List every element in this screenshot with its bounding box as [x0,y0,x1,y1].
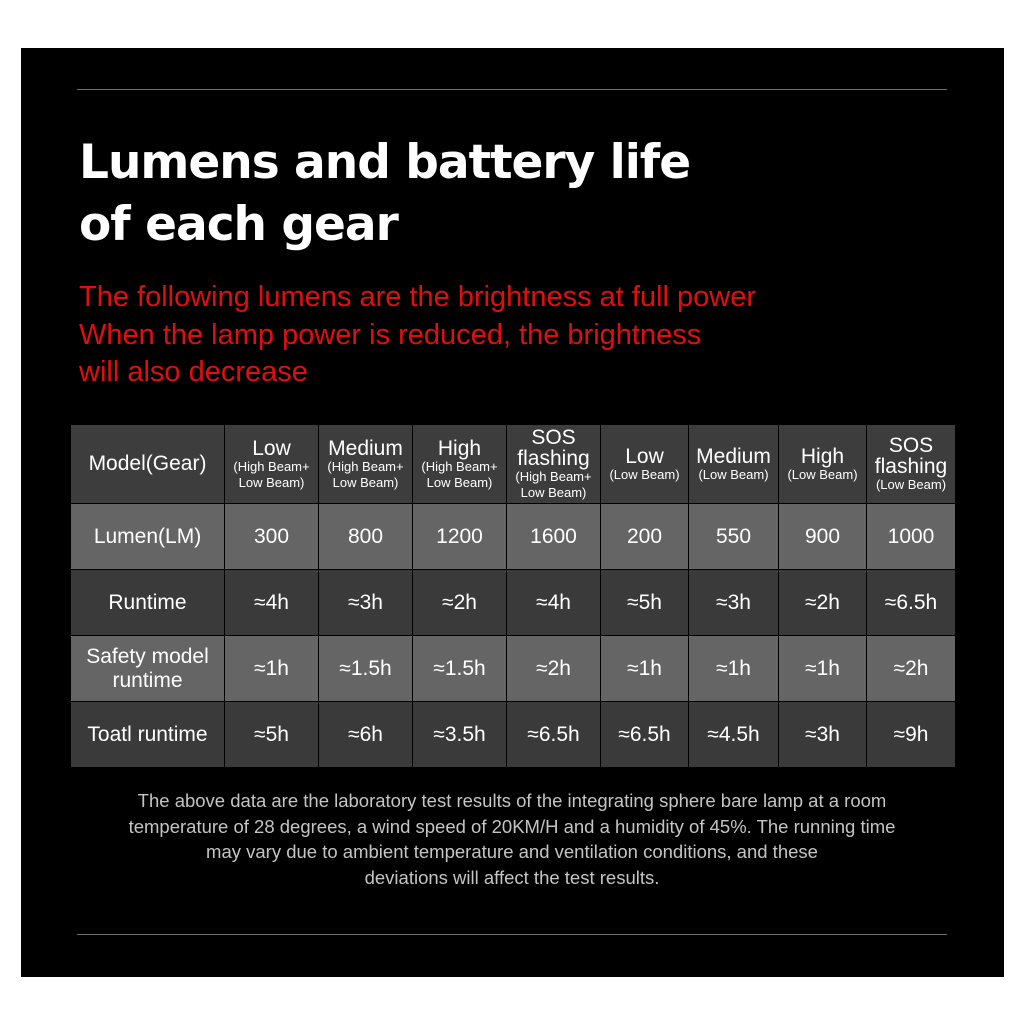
header-gear-3 [413,425,507,504]
table-cell: ≈1.5h [413,636,507,702]
note-line-3: may vary due to ambient temperature and ventilation conditions, and these [206,841,818,862]
gear-name: SOS flashing [517,426,590,470]
table-row-lumen [71,504,956,570]
row-label: Lumen(LM) [71,504,225,570]
gear-name: Low [625,444,664,468]
gear-beam: (Low Beam) [609,466,680,482]
gear-name: SOS flashing [874,434,948,478]
header-model-gear: Model(Gear) [71,425,225,504]
table-cell: 900 [779,504,867,570]
gear-beam: (Low Beam) [698,466,769,482]
table-cell: 550 [689,504,779,570]
table-cell: ≈3h [319,570,413,636]
note-line-2: temperature of 28 degrees, a wind speed of 20KM/H and a humidity of 45%. The running time [128,815,896,837]
table-cell: ≈9h [867,702,956,768]
header-gear-2 [319,425,413,504]
table-row-safety-runtime [71,636,956,702]
table-row-runtime [71,570,956,636]
note-line-1: The above data are the laboratory test results of the integrating sphere bare lamp at a room [137,790,887,811]
table-cell: ≈2h [413,570,507,636]
table-cell: 800 [319,504,413,570]
table-header-row [71,425,956,504]
row-label: Toatl runtime [71,702,225,768]
table-cell: 1600 [507,504,601,570]
gear-name: High [437,436,482,460]
bottom-divider [77,934,947,935]
gear-beam: (High Beam+ Low Beam) [233,458,310,490]
table-cell: ≈4.5h [689,702,779,768]
table-cell: ≈3h [779,702,867,768]
table-cell: ≈6h [319,702,413,768]
row-label: Safety model runtime [71,636,225,702]
notice-line-2: When the lamp power is reduced, the brightness [79,318,702,351]
header-gear-1 [225,425,319,504]
header-gear-5 [601,425,689,504]
row-label: Runtime [71,570,225,636]
table-cell: 1000 [867,504,956,570]
table-cell: ≈6.5h [867,570,956,636]
table-cell: ≈2h [507,636,601,702]
gear-beam: (High Beam+ Low Beam) [515,469,592,500]
gear-beam: (High Beam+ Low Beam) [421,458,498,490]
page-title [79,132,690,256]
notice-line-3: will also decrease [79,356,308,388]
notice-line-1: The following lumens are the brightness at full power [79,281,757,313]
table-cell: 1200 [413,504,507,570]
title-line-2: of each gear [79,197,398,252]
table-cell: ≈3h [689,570,779,636]
table-cell: ≈1h [779,636,867,702]
gear-spec-table [70,424,956,768]
gear-beam: (Low Beam) [787,466,858,482]
table-cell: ≈2h [867,636,956,702]
table-cell: ≈4h [507,570,601,636]
table-row-total-runtime [71,702,956,768]
gear-beam: (High Beam+ Low Beam) [327,458,404,490]
brightness-notice [79,279,756,392]
table-cell: ≈6.5h [601,702,689,768]
header-gear-8 [867,425,956,504]
table-cell: ≈1h [601,636,689,702]
table-cell: ≈1.5h [319,636,413,702]
table-cell: 300 [225,504,319,570]
table-cell: ≈6.5h [507,702,601,768]
gear-name: Medium [696,444,771,468]
table-cell: ≈2h [779,570,867,636]
table-cell: ≈5h [225,702,319,768]
gear-beam: (Low Beam) [875,477,947,492]
table-cell: ≈1h [225,636,319,702]
gear-name: Medium [328,436,403,460]
table-cell: ≈4h [225,570,319,636]
table-cell: 200 [601,504,689,570]
header-gear-7 [779,425,867,504]
note-line-4: deviations will affect the test results. [364,866,660,888]
table-cell: ≈3.5h [413,702,507,768]
table-cell: ≈5h [601,570,689,636]
test-conditions-note [62,788,962,890]
gear-name: High [800,444,845,468]
title-line-1: Lumens and battery life [79,135,691,190]
header-gear-6 [689,425,779,504]
gear-name: Low [252,436,291,460]
spec-panel [21,48,1004,977]
header-gear-4 [507,425,601,504]
table-cell: ≈1h [689,636,779,702]
top-divider [77,89,947,90]
